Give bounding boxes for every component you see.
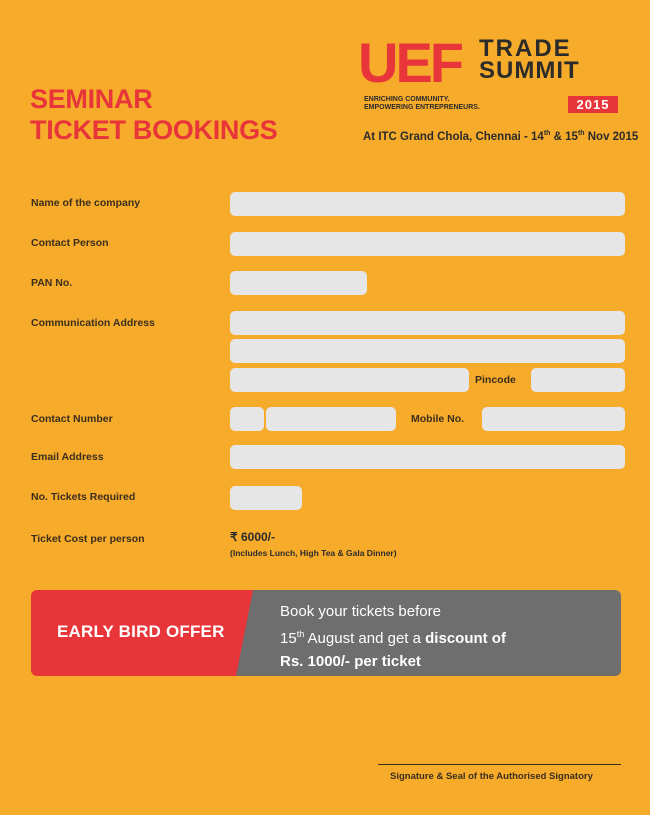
address-line-3-field[interactable]: [230, 368, 469, 392]
cost-label: Ticket Cost per person: [31, 533, 145, 545]
page-title: [30, 84, 278, 146]
contact-code-field[interactable]: [230, 407, 264, 431]
contact-number-label: Contact Number: [31, 413, 113, 425]
logo-uef: UEF: [358, 31, 461, 94]
address-label: Communication Address: [31, 317, 155, 329]
contact-person-field[interactable]: [230, 232, 625, 256]
pincode-field[interactable]: [531, 368, 625, 392]
logo-trade: TRADE: [479, 35, 572, 62]
signature-label: Signature & Seal of the Authorised Signatory: [390, 771, 593, 782]
logo-tagline: [364, 96, 480, 112]
offer-text: [280, 600, 506, 673]
title-line-1: SEMINAR: [30, 84, 153, 114]
offer-line-2: [280, 623, 506, 650]
event-logo: [358, 31, 639, 148]
venue-mid: & 15: [550, 130, 578, 143]
ticket-cost-value: ₹ 6000/-: [230, 530, 275, 544]
email-label: Email Address: [31, 451, 104, 463]
offer-discount-amount: Rs. 1000/- per ticket: [280, 653, 421, 670]
offer-line-3: [280, 650, 506, 673]
venue-text: [363, 130, 638, 143]
offer-line-2-text: August and get a: [304, 630, 426, 647]
pincode-label: Pincode: [475, 374, 516, 386]
ticket-cost-note: (Includes Lunch, High Tea & Gala Dinner): [230, 548, 397, 558]
mobile-label: Mobile No.: [411, 413, 465, 425]
mobile-field[interactable]: [482, 407, 625, 431]
signature-line: [378, 764, 621, 765]
title-line-2: TICKET BOOKINGS: [30, 115, 278, 145]
venue-sup-1: th: [543, 130, 551, 137]
pan-label: PAN No.: [31, 277, 73, 289]
logo-tagline-1: ENRICHING COMMUNITY.: [364, 96, 450, 103]
offer-date: 15: [280, 630, 297, 647]
contact-person-label: Contact Person: [31, 237, 109, 249]
offer-line-1: Book your tickets before: [280, 603, 441, 620]
offer-date-sup: th: [296, 629, 305, 639]
early-bird-banner: [31, 590, 621, 676]
contact-number-field[interactable]: [266, 407, 396, 431]
venue-prefix: At ITC Grand Chola, Chennai - 14: [363, 130, 544, 143]
year-badge: 2015: [568, 96, 618, 113]
company-label: Name of the company: [31, 197, 141, 209]
email-field[interactable]: [230, 445, 625, 469]
offer-discount-text: discount of: [425, 630, 506, 647]
logo-tagline-2: EMPOWERING ENTREPRENEURS.: [364, 104, 480, 111]
address-line-2-field[interactable]: [230, 339, 625, 363]
logo-summit: SUMMIT: [479, 57, 580, 84]
pan-field[interactable]: [230, 271, 367, 295]
company-field[interactable]: [230, 192, 625, 216]
tickets-field[interactable]: [230, 486, 302, 510]
tickets-label: No. Tickets Required: [31, 491, 136, 503]
address-line-1-field[interactable]: [230, 311, 625, 335]
offer-title: EARLY BIRD OFFER: [57, 622, 225, 641]
venue-sup-2: th: [577, 130, 585, 137]
venue-suffix: Nov 2015: [584, 130, 639, 143]
